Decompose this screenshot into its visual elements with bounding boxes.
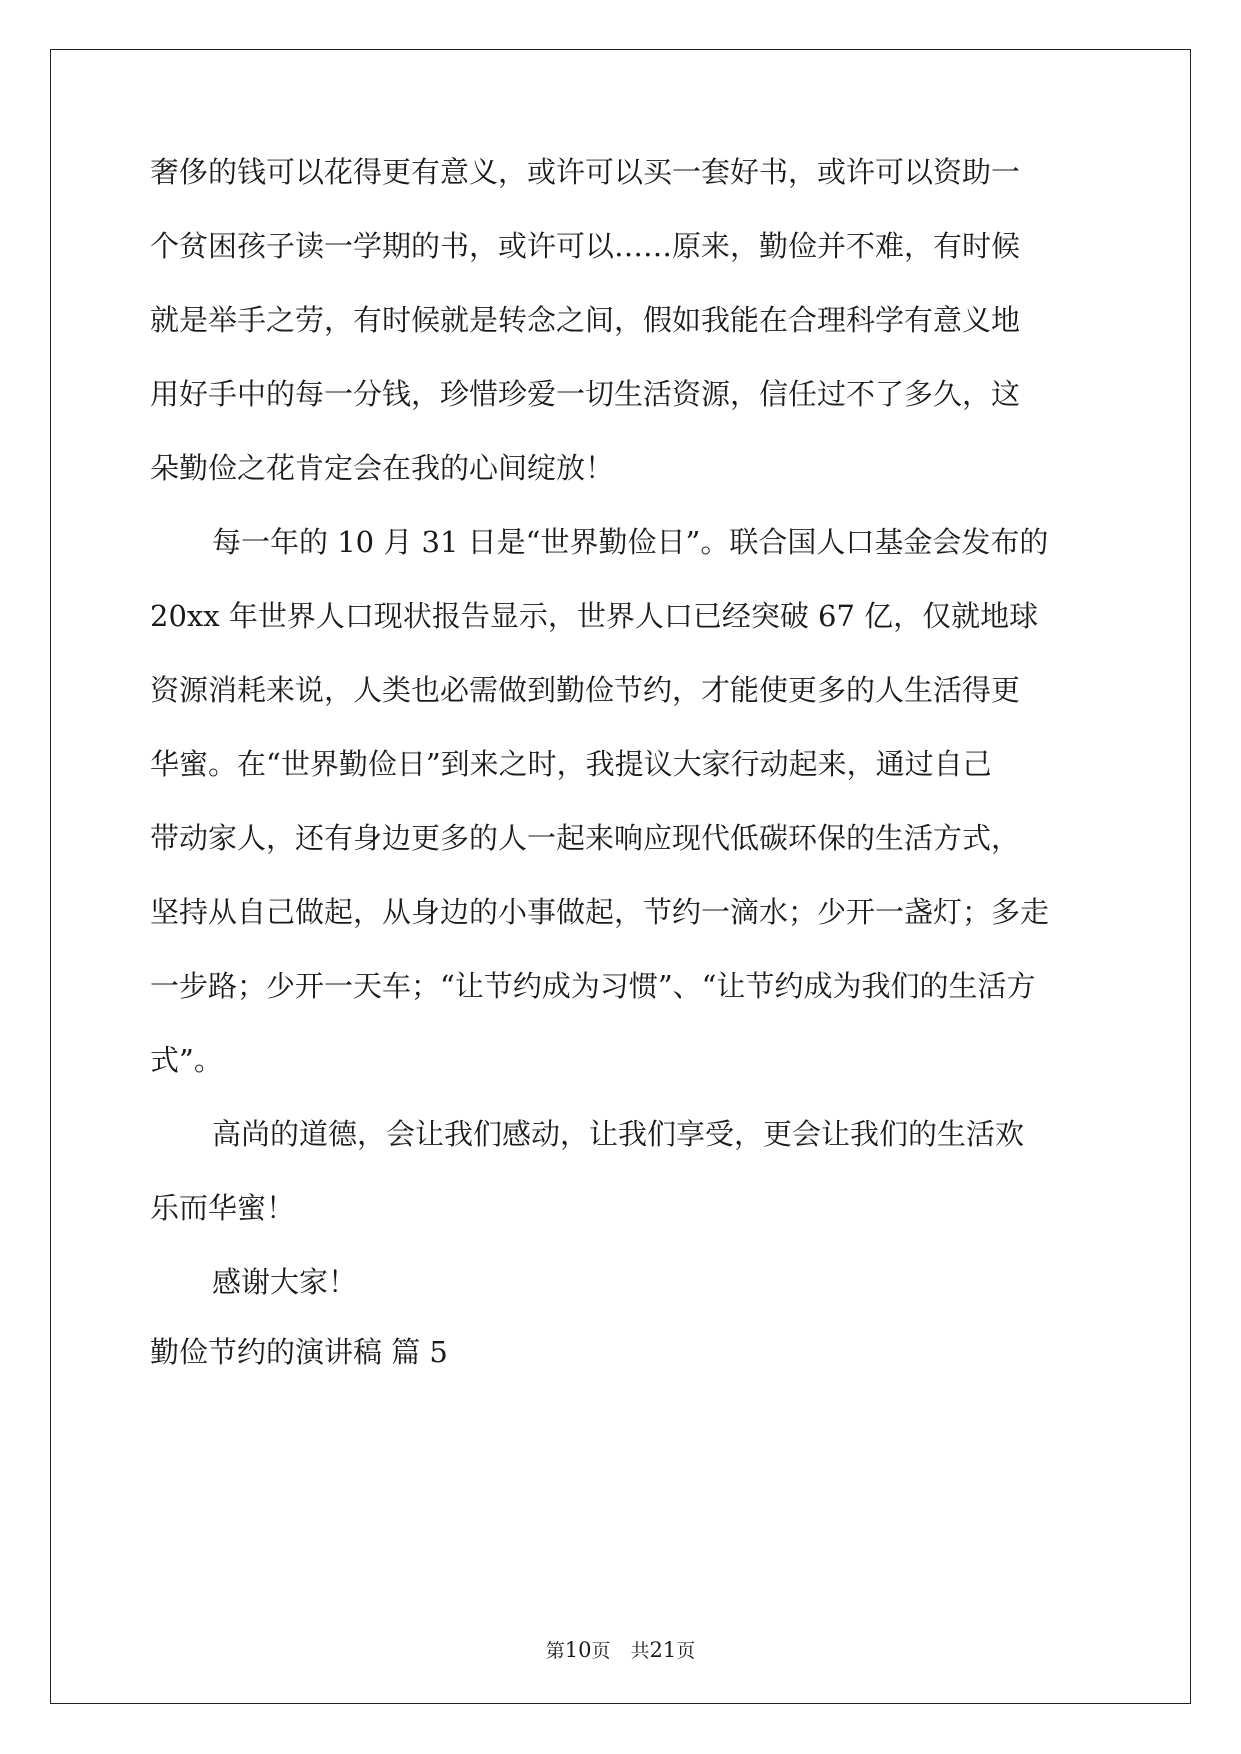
paragraph-line: 每一年的 10 月 31 日是“世界勤俭日”。联合国人口基金会发布的 (212, 525, 1049, 559)
page-footer (0, 1638, 1241, 1663)
paragraph-line: 个贫困孩子读一学期的书，或许可以……原来，勤俭并不难，有时候 (150, 229, 1021, 263)
paragraph-line: 乐而华蜜！ (150, 1191, 296, 1225)
paragraph-line: 高尚的道德，会让我们感动，让我们享受，更会让我们的生活欢 (212, 1117, 1025, 1151)
paragraph-line: 一步路；少开一天车；“让节约成为习惯”、“让节约成为我们的生活方 (150, 969, 1036, 1003)
footer-page-prefix: 第 (545, 1640, 565, 1662)
footer-page-total: 21 (649, 1638, 677, 1662)
paragraph-line: 就是举手之劳，有时候就是转念之间，假如我能在合理科学有意义地 (150, 303, 1021, 337)
footer-page-unit: 页 (591, 1640, 611, 1662)
footer-page-current: 10 (564, 1638, 592, 1662)
paragraph-line: 朵勤俭之花肯定会在我的心间绽放！ (150, 451, 615, 485)
paragraph-line: 资源消耗来说，人类也必需做到勤俭节约，才能使更多的人生活得更 (150, 673, 1021, 707)
paragraph-line: 感谢大家！ (212, 1265, 358, 1299)
paragraph-line: 20xx 年世界人口现状报告显示，世界人口已经突破 67 亿，仅就地球 (150, 599, 1039, 633)
paragraph-line: 带动家人，还有身边更多的人一起来响应现代低碳环保的生活方式， (150, 821, 1021, 855)
paragraph-line: 用好手中的每一分钱，珍惜珍爱一切生活资源，信任过不了多久，这 (150, 377, 1021, 411)
section-heading: 勤俭节约的演讲稿 篇 5 (150, 1335, 448, 1369)
footer-total-unit: 页 (676, 1640, 696, 1662)
paragraph-line: 坚持从自己做起，从身边的小事做起，节约一滴水；少开一盏灯；多走 (150, 895, 1050, 929)
paragraph-line: 华蜜。在“世界勤俭日”到来之时，我提议大家行动起来，通过自己 (150, 747, 992, 781)
paragraph-line: 式”。 (150, 1043, 223, 1077)
footer-total-prefix: 共 (630, 1640, 650, 1662)
paragraph-line: 奢侈的钱可以花得更有意义，或许可以买一套好书，或许可以资助一 (150, 155, 1021, 189)
